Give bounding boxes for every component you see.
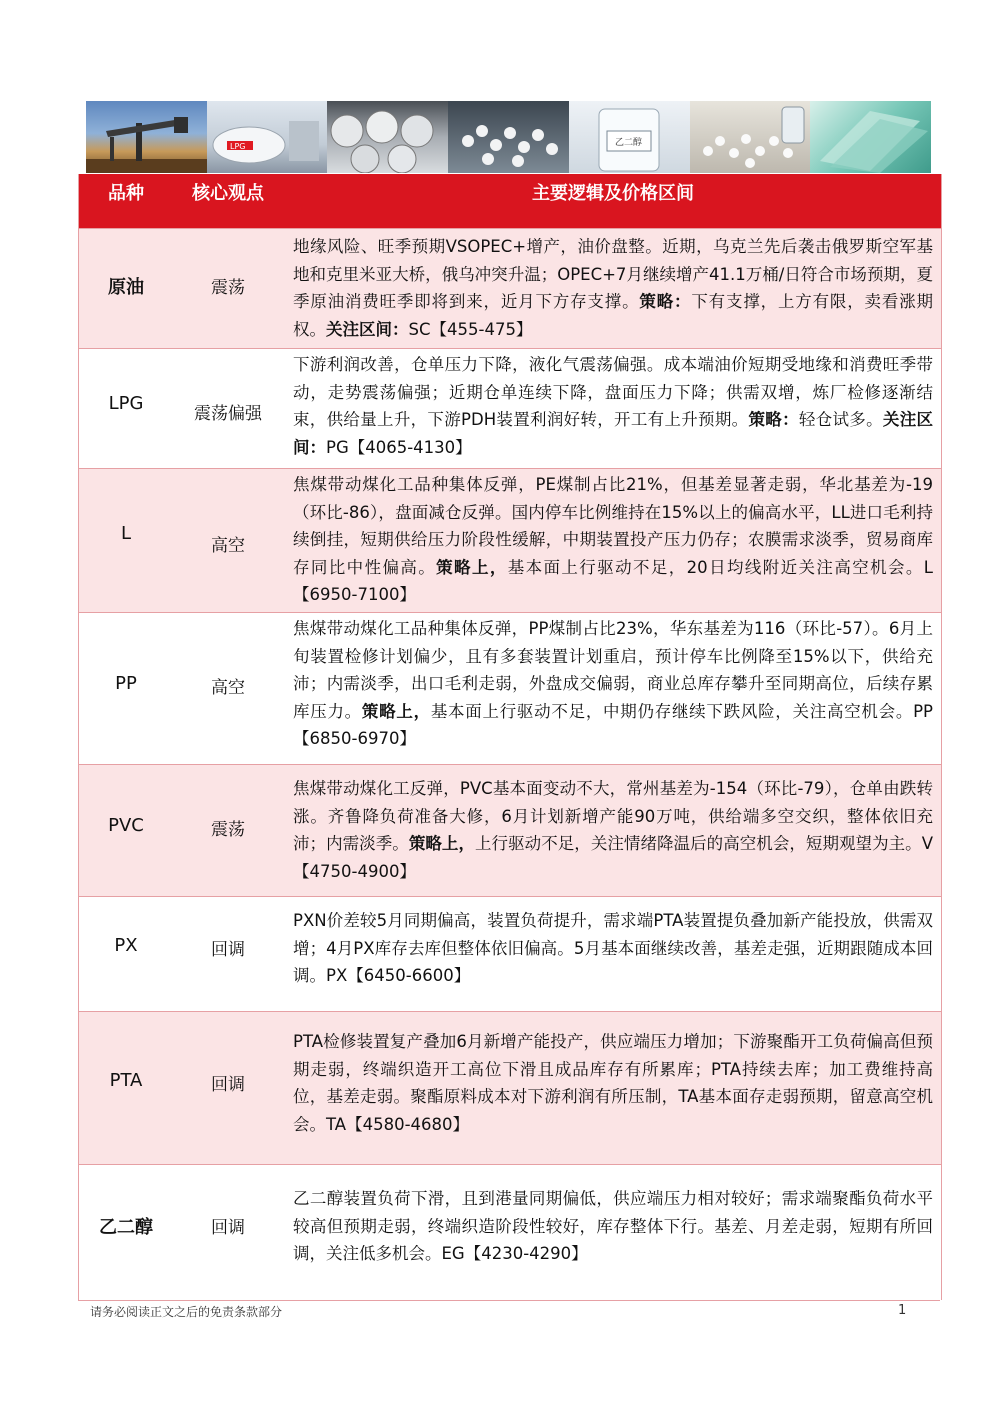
row-view: 高空 bbox=[211, 536, 245, 556]
table-header bbox=[79, 174, 941, 228]
row-view: 震荡 bbox=[211, 820, 245, 840]
row-view: 回调 bbox=[211, 940, 245, 960]
row-name: PP bbox=[115, 673, 137, 694]
row-name: 原油 bbox=[108, 277, 144, 298]
page-number: 1 bbox=[898, 1303, 907, 1318]
footer-divider bbox=[78, 1300, 940, 1301]
table-row-crude bbox=[79, 228, 941, 349]
row-logic: PTA检修装置复产叠加6月新增产能投产，供应端压力增加；下游聚酯开工负荷偏高但预期走弱，终端织造开工高位下滑且成品库存有所累库；PTA持续去库；加工费维持高位，基差走弱。聚酯原料成本对下游利润有所压制，TA基本面存走弱预期，留意高空机会。TA【4580-4680】 bbox=[293, 1032, 933, 1134]
banner-pipes-image bbox=[327, 101, 448, 173]
row-name: PX bbox=[114, 935, 138, 956]
outlook-table bbox=[78, 174, 942, 1300]
header-core-view: 核心观点 bbox=[192, 183, 264, 204]
row-name: 乙二醇 bbox=[99, 1217, 153, 1238]
row-view: 高空 bbox=[211, 678, 245, 698]
row-logic: 焦煤带动煤化工品种集体反弹，PP煤制占比23%，华东基差为116（环比-57）。6月上旬装置检修计划偏少，且有多套装置计划重启，预计停车比例降至15%以下，供给充沛；内需淡季，出口毛利走弱，外盘成交偏弱，商业总库存攀升至同期高位，后续存累库压力。策略上，基本面上行驱动不足，中期仍存继续下跌风险，关注高空机会。PP【6850-6970】 bbox=[293, 619, 934, 748]
row-logic: 下游利润改善，仓单压力下降，液化气震荡偏强。成本端油价短期受地缘和消费旺季带动，走势震荡偏强；近期仓单连续下降，盘面压力下降；供需双增，炼厂检修逐渐结束，供给量上升，下游PDH装置利润好转，开工有上升预期。策略：轻仓试多。关注区间：PG【4065-4130】 bbox=[293, 355, 934, 457]
row-view: 回调 bbox=[211, 1218, 245, 1238]
row-view: 震荡 bbox=[211, 278, 245, 298]
table-row-pp bbox=[79, 612, 941, 757]
banner-pellets-image bbox=[448, 101, 569, 173]
row-name: PTA bbox=[109, 1070, 143, 1091]
table-row-l bbox=[79, 468, 941, 613]
row-logic: 地缘风险、旺季预期VSOPEC+增产，油价盘整。近期，乌克兰先后袭击俄罗斯空军基地和克里米亚大桥，俄乌冲突升温；OPEC+7月继续增产41.1万桶/日符合市场预期，夏季原油消费旺季即将到来，近月下方存支撑。策略：下有支撑，上方有限，卖看涨期权。关注区间：SC【455-475】 bbox=[293, 237, 934, 339]
row-view: 震荡偏强 bbox=[194, 404, 262, 424]
banner-lpg-tank-image bbox=[207, 101, 328, 173]
row-logic: 乙二醇装置负荷下滑，且到港量同期偏低，供应端压力相对较好；需求端聚酯负荷水平较高但预期走弱，终端织造阶段性较好，库存整体下行。基差、月差走弱，短期有所回调，关注低多机会。EG【4230-4290】 bbox=[293, 1189, 933, 1263]
header-main-logic: 主要逻辑及价格区间 bbox=[532, 183, 694, 204]
table-row-pta bbox=[79, 1011, 941, 1165]
row-logic: 焦煤带动煤化工品种集体反弹，PE煤制占比21%，但基差显著走弱，华北基差为-19（环比-86），盘面减仓反弹。国内停车比例维持在15%以上的偏高水平，LL进口毛利持续倒挂，短期供给压力阶段性缓解，中期装置投产压力仍存；农膜需求淡季，贸易商库存同比中性偏高。策略上，基本面上行驱动不足，20日均线附近关注高空机会。L【6950-7100】 bbox=[293, 475, 933, 604]
table-row-pvc bbox=[79, 764, 941, 897]
svg-text:乙二醇: 乙二醇 bbox=[614, 138, 642, 148]
row-logic: PXN价差较5月同期偏高，装置负荷提升，需求端PTA装置提负叠加新产能投放，供需双增；4月PX库存去库但整体依旧偏高。5月基本面继续改善，基差走强，近期跟随成本回调。PX【6450-6600】 bbox=[293, 911, 933, 985]
row-name: PVC bbox=[108, 815, 144, 836]
table-row-lpg bbox=[79, 348, 941, 469]
banner-oil-pump-image bbox=[86, 101, 207, 173]
row-name: LPG bbox=[108, 393, 144, 414]
table-row-px bbox=[79, 896, 941, 1012]
banner-glass-image bbox=[810, 101, 931, 173]
table-row-glycol bbox=[79, 1164, 941, 1301]
header-variety: 品种 bbox=[108, 183, 144, 204]
row-logic: 焦煤带动煤化工反弹，PVC基本面变动不大，常州基差为-154（环比-79），仓单由跌转涨。齐鲁降负荷准备大修，6月计划新增产能90万吨，供给端多空交织，整体依旧充沛；内需淡季。策略上，上行驱动不足，关注情绪降温后的高空机会，短期观望为主。V【4750-4900】 bbox=[293, 779, 934, 881]
disclaimer-text: 请务必阅读正文之后的免责条款部分 bbox=[90, 1305, 283, 1319]
row-name: L bbox=[120, 523, 132, 544]
row-view: 回调 bbox=[211, 1075, 245, 1095]
svg-text:LPG: LPG bbox=[229, 142, 246, 151]
banner-granules-image bbox=[690, 101, 811, 173]
header-banner bbox=[86, 101, 931, 173]
banner-glycol-bottle-image bbox=[569, 101, 690, 173]
